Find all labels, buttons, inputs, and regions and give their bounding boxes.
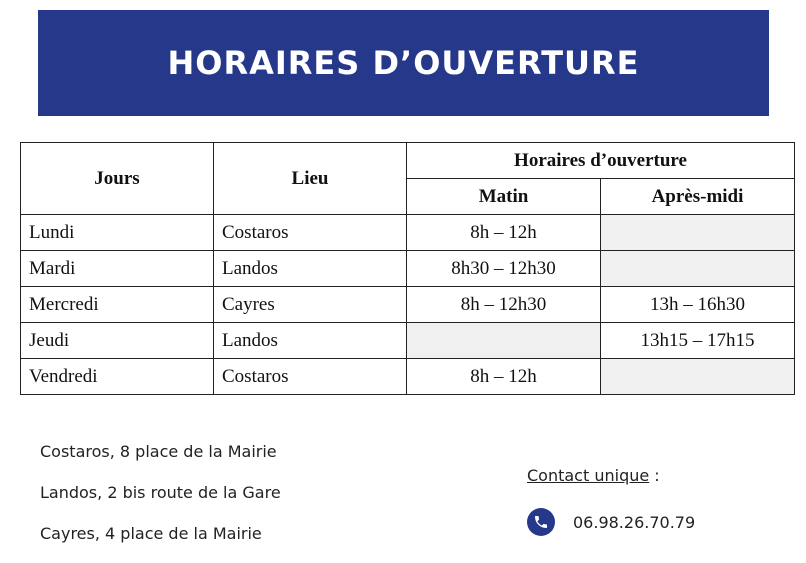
cell-jour: Mercredi (21, 287, 214, 323)
cell-matin: 8h – 12h (407, 215, 601, 251)
address-item: Landos, 2 bis route de la Gare (40, 483, 281, 502)
table-row (21, 215, 795, 251)
cell-matin (407, 323, 601, 359)
cell-jour: Jeudi (21, 323, 214, 359)
cell-apres-midi (601, 215, 795, 251)
cell-jour: Mardi (21, 251, 214, 287)
phone-number[interactable]: 06.98.26.70.79 (573, 512, 696, 532)
cell-lieu: Costaros (214, 215, 407, 251)
cell-lieu: Costaros (214, 359, 407, 395)
cell-jour: Lundi (21, 215, 214, 251)
cell-lieu: Landos (214, 323, 407, 359)
address-item: Costaros, 8 place de la Mairie (40, 442, 277, 461)
opening-hours-table (20, 142, 795, 395)
table-row (21, 323, 795, 359)
page-title: HORAIRES D’OUVERTURE (167, 44, 640, 82)
contact-title-suffix: : (649, 466, 660, 485)
cell-lieu: Landos (214, 251, 407, 287)
table-header-row (21, 143, 795, 179)
cell-jour: Vendredi (21, 359, 214, 395)
cell-apres-midi: 13h15 – 17h15 (601, 323, 795, 359)
contact-title-text: Contact unique (527, 466, 650, 485)
cell-matin: 8h30 – 12h30 (407, 251, 601, 287)
table-row (21, 359, 795, 395)
header-matin: Matin (407, 179, 601, 215)
table-row (21, 251, 795, 287)
contact-phone (527, 508, 695, 536)
cell-matin: 8h – 12h30 (407, 287, 601, 323)
header-apres-midi: Après-midi (601, 179, 795, 215)
header-jours: Jours (21, 143, 214, 215)
cell-apres-midi (601, 359, 795, 395)
address-list (40, 440, 281, 563)
contact-heading (527, 466, 660, 485)
address-item: Cayres, 4 place de la Mairie (40, 524, 262, 543)
cell-apres-midi: 13h – 16h30 (601, 287, 795, 323)
header-lieu: Lieu (214, 143, 407, 215)
header-horaires: Horaires d’ouverture (407, 143, 795, 179)
cell-apres-midi (601, 251, 795, 287)
phone-icon (527, 508, 555, 536)
header-banner (38, 10, 769, 116)
cell-matin: 8h – 12h (407, 359, 601, 395)
table-row (21, 287, 795, 323)
cell-lieu: Cayres (214, 287, 407, 323)
